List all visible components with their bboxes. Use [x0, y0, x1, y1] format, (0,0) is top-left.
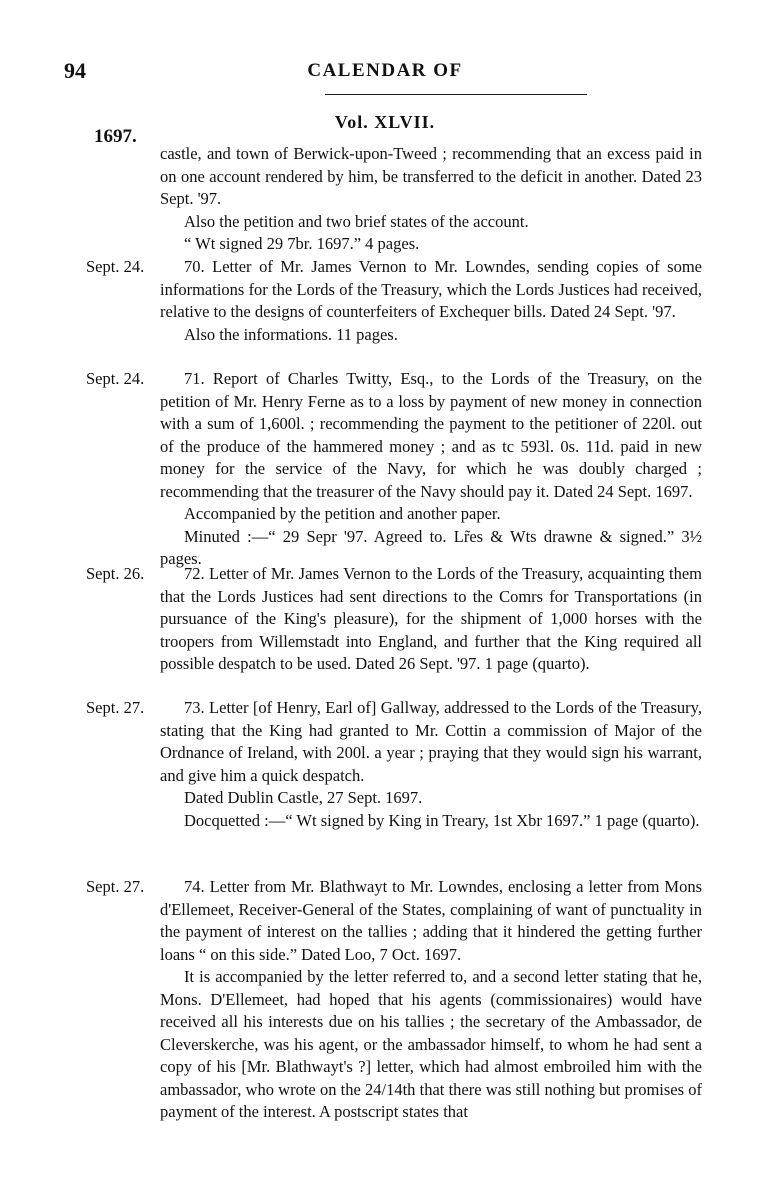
- entry-paragraph: castle, and town of Berwick-upon-Tweed ; recommending that an excess paid in on one account rendered by him, be transferred to the deficit in another. Dated 23 Sept. '97.: [160, 144, 702, 208]
- page-number: 94: [64, 58, 86, 83]
- entry-73: [160, 697, 702, 832]
- running-head: CALENDAR OF: [307, 60, 463, 81]
- year-heading: 1697.: [94, 126, 137, 147]
- entry-72: [160, 563, 702, 676]
- entry-continuation: [160, 143, 702, 256]
- entry-paragraph: Docquetted :—“ Wt signed by King in Treary, 1st Xbr 1697.” 1 page (quarto).: [184, 810, 700, 830]
- entry-paragraph: Accompanied by the petition and another paper.: [184, 504, 501, 523]
- entry-paragraph: Minuted :—“ 29 Sepr '97. Agreed to. Lr̃es & Wts drawne & signed.” 3½ pages.: [160, 526, 702, 568]
- entry-date: Sept. 24.: [86, 369, 145, 388]
- entry-paragraph: Also the petition and two brief states of the account.: [184, 211, 529, 231]
- entry-paragraph: It is accompanied by the letter referred to, and a second letter stating that he, Mons. D'Ellemeet, had hoped that his agents (commissionaires) would have received all his interests due on his tallies ; the secretary of the Ambassador, de Cleverskerche, was his agent, or the ambassador himself, to whom he had sent a copy of his [Mr. Blathwayt's ?] letter, which had almost embroiled him with the ambassador, who wrote on the 24/14th that there was still nothing but promises of payment of the interest. A postscript states that: [160, 967, 702, 1121]
- volume-heading: Vol. XLVII.: [334, 112, 436, 132]
- entry-date: Sept. 27.: [86, 698, 145, 717]
- entry-paragraph: 73. Letter [of Henry, Earl of] Gallway, addressed to the Lords of the Treasury, stating that the King had granted to Mr. Cottin a commission of Major of the Ordnance of Ireland, with 200l. a year ; praying that they would sign his warrant, and give him a quick despatch.: [160, 698, 702, 785]
- entry-date: Sept. 24.: [86, 257, 145, 276]
- entry-paragraph: 70. Letter of Mr. James Vernon to Mr. Lowndes, sending copies of some informations for the Lords of the Treasury, which the Lords Justices had received, relative to the designs of counterfeiters of Exchequer bills. Dated 24 Sept. '97.: [160, 257, 702, 321]
- entry-paragraph: Also the informations. 11 pages.: [184, 324, 398, 344]
- entry-70: [160, 256, 702, 346]
- entry-date: Sept. 27.: [86, 877, 145, 896]
- entry-paragraph: 71. Report of Charles Twitty, Esq., to the Lords of the Treasury, on the petition of Mr. Henry Ferne as to a loss by payment of new money in connection with a sum of 1,600l. ; recommending the payment to the petitioner of 220l. out of the produce of the hammered money ; and as tc 593l. 0s. 11d. paid in new money for the service of the Navy, for which he was doubly charged ; recommending that the treasurer of the Navy should pay it. Dated 24 Sept. 1697.: [160, 369, 702, 501]
- entry-71: [160, 368, 702, 571]
- entry-paragraph: 72. Letter of Mr. James Vernon to the Lords of the Treasury, acquainting them that the Lords Justices had sent directions to the Comrs for Transportations (in pursuance of the King's pleasure), for the shipment of 1,000 horses with the troopers from Willemstadt into England, and further that the King required all possible despatch to be used. Dated 26 Sept. '97. 1 page (quarto).: [160, 564, 702, 673]
- entry-date: Sept. 26.: [86, 564, 145, 583]
- entry-paragraph: 74. Letter from Mr. Blathwayt to Mr. Lowndes, enclosing a letter from Mons d'Ellemeet, Receiver-General of the States, complaining of want of punctuality in the payment of interest on the tallies ; adding that it hindered the getting further loans “ on this side.” Dated Loo, 7 Oct. 1697.: [160, 877, 702, 964]
- entry-paragraph: Dated Dublin Castle, 27 Sept. 1697.: [184, 788, 423, 807]
- header-rule: [325, 94, 587, 95]
- entry-paragraph: “ Wt signed 29 7br. 1697.” 4 pages.: [184, 234, 420, 253]
- entry-74: [160, 876, 702, 1124]
